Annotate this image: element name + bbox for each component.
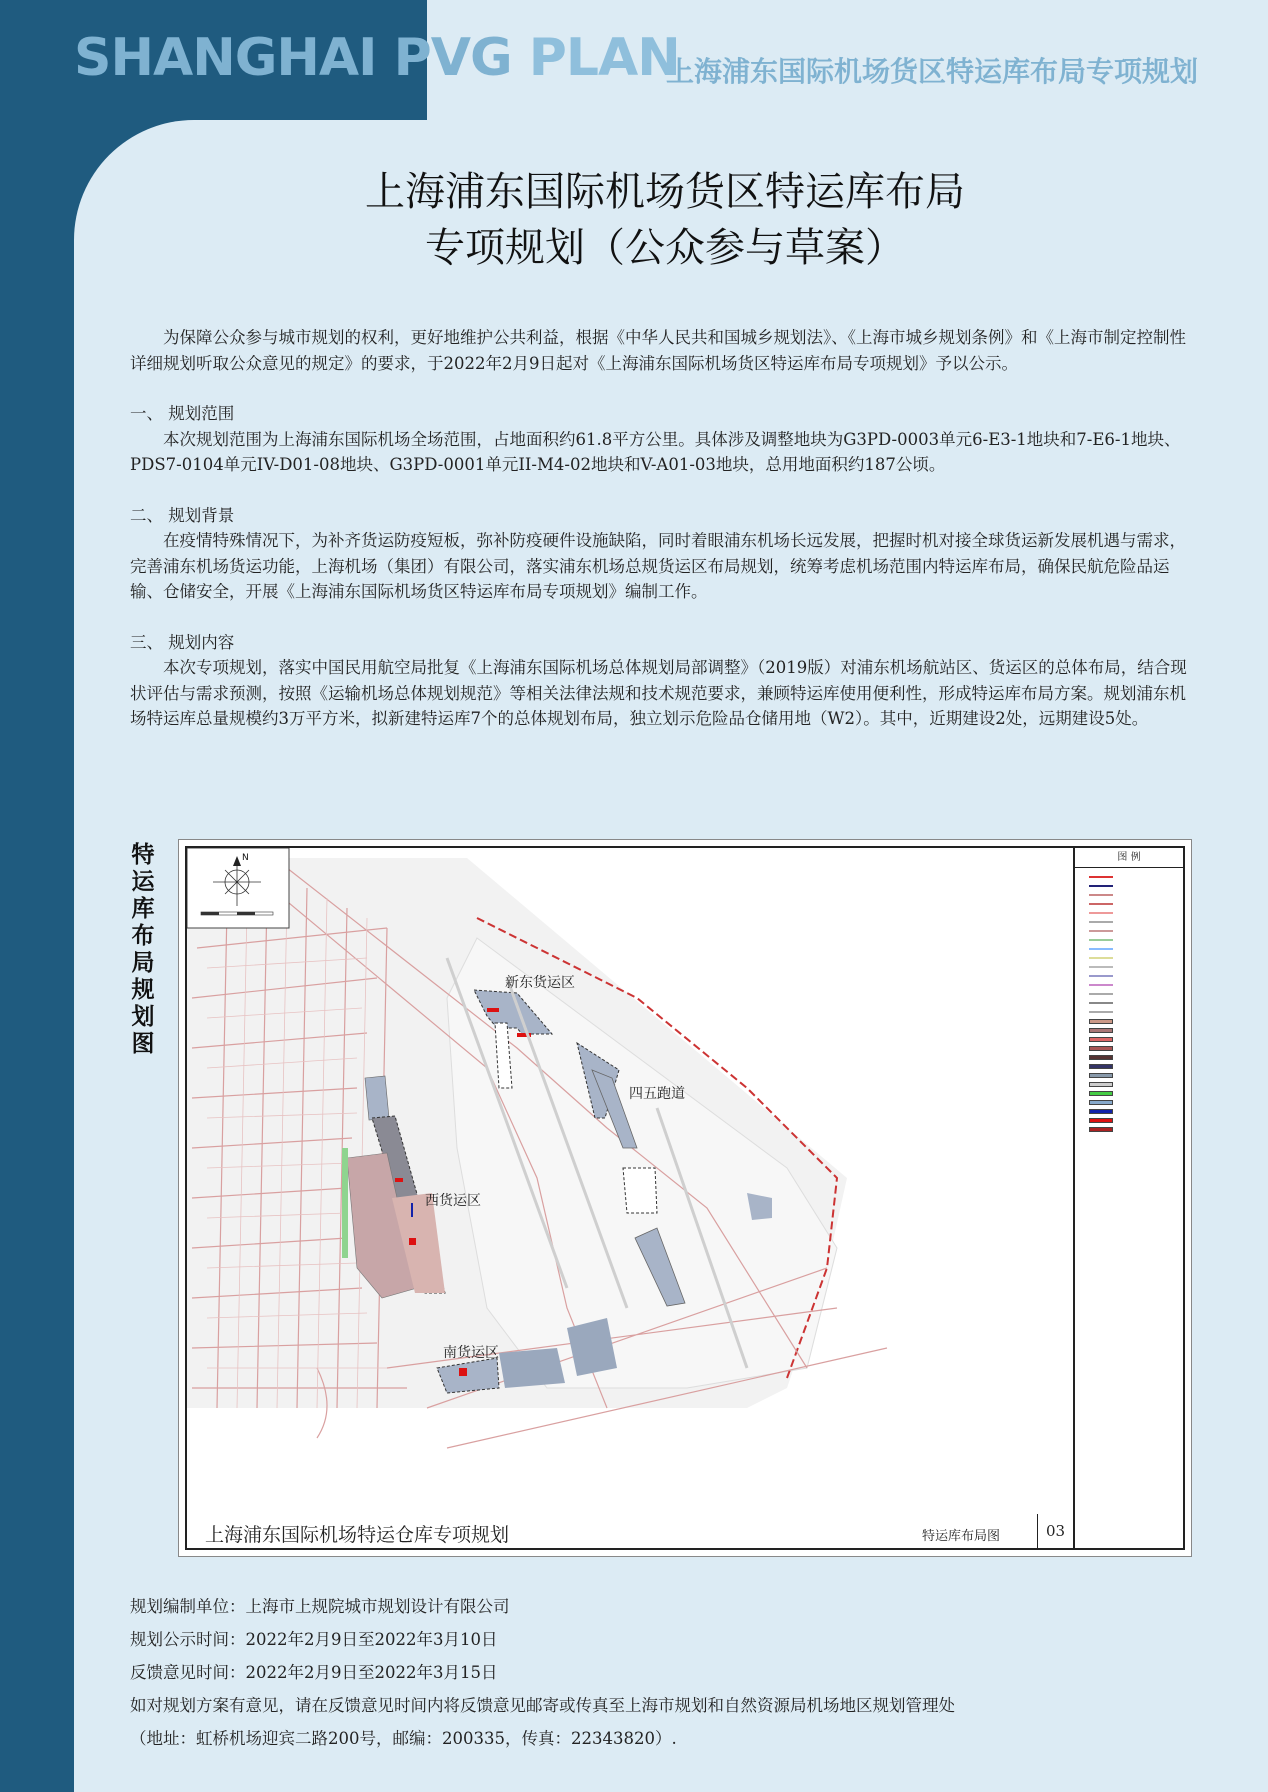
brand-logo [74,28,680,88]
label-west-cargo: 西货运区 [425,1193,481,1209]
section-body: 本次专项规划，落实中国民用航空局批复《上海浦东国际机场总体规划局部调整》（2019版）对浦东机场航站区、货运区的总体布局，结合现状评估与需求预测，按照《运输机场总体规划规范》等相关法律法规和技术规范要求，兼顾特运库使用便利性，形成特运库布局方案。规划浦东机场特运库总量规模约3万平方米，拟新建特运库7个的总体规划布局，独立划示危险品仓储用地（W2）。其中，近期建设2处，远期建设5处。 [130,658,1187,728]
legend-item [1089,927,1183,935]
legend-swatch [1089,1073,1113,1078]
legend-swatch [1089,1127,1113,1132]
legend-swatch [1089,1002,1113,1004]
map-inner-frame [185,846,1185,1550]
brand-main: SHANGHAI PVG [74,28,512,88]
legend-item [1089,873,1183,881]
publish-time: 规划公示时间：2022年2月9日至2022年3月10日 [130,1630,498,1649]
left-decorative-band [0,0,74,1792]
legend-swatch [1089,1019,1113,1024]
legend-swatch [1089,903,1113,905]
compiling-unit: 规划编制单位：上海市上规院城市规划设计有限公司 [130,1597,510,1616]
page-title [140,164,1190,276]
map-sheet-number: 03 [1037,1514,1075,1548]
legend-item [1089,1080,1183,1088]
legend-item [1089,990,1183,998]
section-heading: 三、 规划内容 [130,632,235,652]
label-xindong-cargo: 新东货运区 [505,975,575,991]
legend-item [1089,1125,1183,1133]
legend-item [1089,981,1183,989]
section-body: 本次规划范围为上海浦东国际机场全场范围，占地面积约61.8平方公里。具体涉及调整地块为G3PD-0003单元6-E3-1地块和7-E6-1地块、PDS7-0104单元IV-D01-08地块、G3PD-0001单元II-M4-02地块和V-A01-03地块，总用地面积约187公顷。 [130,429,1181,474]
section-heading: 一、 规划范围 [130,404,235,423]
top-subtitle: 上海浦东国际机场货区特运库布局专项规划 [665,55,1198,88]
legend-item [1089,999,1183,1007]
legend-item [1089,1062,1183,1070]
north-label: N [242,853,249,863]
legend-swatch [1089,1037,1113,1042]
legend-item [1089,1017,1183,1025]
map-title-bar [187,1514,1183,1548]
legend-swatch [1089,966,1113,968]
legend-items [1075,868,1183,1133]
map-figure [178,839,1192,1557]
section-body: 在疫情特殊情况下，为补齐货运防疫短板，弥补防疫硬件设施缺陷，同时着眼浦东机场长远发展，把握时机对接全球货运新发展机遇与需求，完善浦东机场货运功能，上海机场（集团）有限公司，落实浦东机场总规货运区布局规划，统筹考虑机场范围内特运库布局，确保民航危险品运输、仓储安全，开展《上海浦东国际机场货区特运库布局专项规划》编制工作。 [130,531,1186,601]
legend-swatch [1089,948,1113,950]
legend-swatch [1089,894,1113,896]
legend-swatch [1089,1091,1113,1096]
legend-swatch [1089,1028,1113,1033]
legend-swatch [1089,939,1113,941]
legend-swatch [1089,912,1113,914]
announcement-body [130,325,1192,732]
legend-swatch [1089,993,1113,995]
legend-item [1089,1053,1183,1061]
legend-item [1089,963,1183,971]
legend-swatch [1089,1064,1113,1069]
legend-swatch [1089,957,1113,959]
feedback-time: 反馈意见时间：2022年2月9日至2022年3月15日 [130,1663,498,1682]
site-plan-map [187,848,1075,1514]
legend-item [1089,1098,1183,1106]
legend-swatch [1089,984,1113,986]
legend-item [1089,1089,1183,1097]
map-sheet-name: 特运库布局图 [922,1529,1001,1544]
legend-item [1089,900,1183,908]
legend-item [1089,945,1183,953]
title-line2: 专项规划（公众参与草案） [425,225,905,271]
legend-swatch [1089,1055,1113,1060]
legend-swatch [1089,975,1113,977]
map-title: 上海浦东国际机场特运仓库专项规划 [205,1524,510,1546]
map-legend [1075,848,1183,1514]
legend-swatch [1089,885,1113,887]
address-info: （地址：虹桥机场迎宾二路200号，邮编：200335，传真：22343820）. [130,1729,677,1748]
legend-item [1089,936,1183,944]
brand-plan: PLAN [528,28,680,88]
legend-item [1089,1026,1183,1034]
legend-item [1089,891,1183,899]
legend-item [1089,909,1183,917]
legend-swatch [1089,930,1113,932]
label-south-cargo: 南货运区 [443,1345,499,1361]
legend-item [1089,1035,1183,1043]
legend-swatch [1089,1046,1113,1051]
legend-swatch [1089,876,1113,878]
legend-item [1089,1071,1183,1079]
contact-info: 如对规划方案有意见，请在反馈意见时间内将反馈意见邮寄或传真至上海市规划和自然资源局机场地区规划管理处 [130,1696,955,1715]
legend-item [1089,1044,1183,1052]
legend-swatch [1089,1082,1113,1087]
legend-item [1089,954,1183,962]
legend-swatch [1089,921,1113,923]
section-heading: 二、 规划背景 [130,505,235,525]
legend-item [1089,1116,1183,1124]
legend-item [1089,972,1183,980]
legend-item [1089,1008,1183,1016]
intro-paragraph: 为保障公众参与城市规划的权利，更好地维护公共利益，根据《中华人民共和国城乡规划法》、《上海市城乡规划条例》和《上海市制定控制性详细规划听取公众意见的规定》的要求，于2022年2月9日起对《上海浦东国际机场货区特运库布局专项规划》予以公示。 [130,328,1186,373]
footer-info [130,1590,1192,1755]
site-plan-graphic [187,848,1075,1514]
label-runway-4-5: 四五跑道 [629,1086,685,1102]
legend-item [1089,1107,1183,1115]
map-side-label: 特运库布局规划图 [131,842,155,1057]
legend-swatch [1089,1118,1113,1123]
legend-swatch [1089,1100,1113,1105]
legend-swatch [1089,1011,1113,1013]
title-line1: 上海浦东国际机场货区特运库布局 [365,169,965,215]
legend-item [1089,918,1183,926]
legend-item [1089,882,1183,890]
legend-swatch [1089,1109,1113,1114]
legend-title: 图 例 [1075,848,1183,868]
